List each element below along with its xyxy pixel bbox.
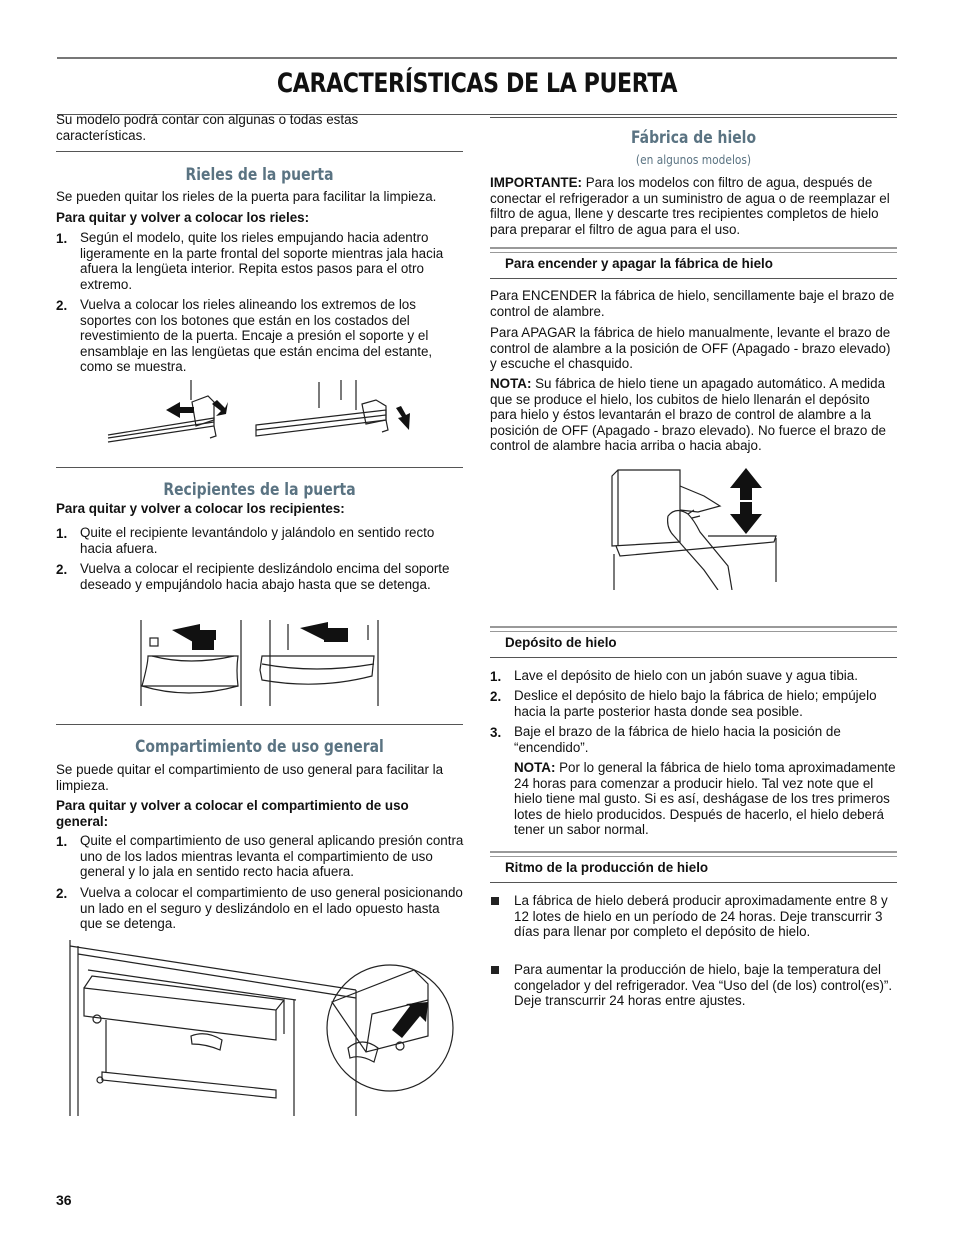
ice-maker-illustration <box>608 466 786 590</box>
door-rail-illustration <box>104 380 434 450</box>
utility-compartment-illustration <box>66 940 458 1118</box>
deposito-nota <box>514 760 899 838</box>
subsection-rule <box>490 278 897 279</box>
step-number: 2. <box>56 562 68 577</box>
encender-p1: Para ENCENDER la fábrica de hielo, sencillamente baje el brazo de control de alambre. <box>490 288 895 319</box>
deposito-heading: Depósito de hielo <box>505 635 617 650</box>
compartimiento-bold: Para quitar y volver a colocar el compartimiento de uso general: <box>56 798 409 829</box>
subsection-rule <box>490 626 897 632</box>
important-label: IMPORTANTE: <box>490 175 582 190</box>
compartimiento-step-2: Vuelva a colocar el compartimiento de uso general posicionando un lado en el seguro y deslizándolo en el lado opuesto hasta que se detenga. <box>80 885 463 932</box>
bullet <box>491 966 499 974</box>
rieles-step-2: Vuelva a colocar los rieles alineando los extremos de los soportes con los botones que están en los costados del revestimiento de la puerta. Encaje a presión el soporte y el ensamblaje en las lengüetas que están encima del estante, como se muestra. <box>80 297 433 375</box>
top-rule <box>57 57 897 59</box>
encender-nota <box>490 376 900 454</box>
nota-label: NOTA: <box>490 376 532 391</box>
compartimiento-text: Se puede quitar el compartimiento de uso general para facilitar la limpieza. <box>56 762 444 793</box>
step-number: 1. <box>56 526 68 541</box>
page-number: 36 <box>56 1192 72 1208</box>
fabrica-important <box>490 175 900 237</box>
deposito-step-3: Baje el brazo de la fábrica de hielo hacia la posición de “encendido”. <box>514 724 841 755</box>
rieles-bold: Para quitar y volver a colocar los rieles: <box>56 210 310 225</box>
intro-text: Su modelo podrá contar con algunas o todas estas características. <box>56 112 359 143</box>
fabrica-heading: Fábrica de hielo <box>630 128 757 148</box>
nota-text: Su fábrica de hielo tiene un apagado automático. A medida que se produce el hielo, los cubitos de hielo llenarán el depósito para hielo y éstos levantarán el brazo de control de alambre a la posición de OFF (Apagado - brazo elevado). No fuerce el brazo de control de alambre hacia arriba o hacia abajo. <box>490 376 886 454</box>
section-rule <box>56 467 463 468</box>
deposito-step-2: Deslice el depósito de hielo bajo la fábrica de hielo; empújelo hacia la parte posterior hasta donde sea posible. <box>514 688 877 719</box>
recipientes-step-2: Vuelva a colocar el recipiente deslizándolo encima del soporte deseado y empujándolo hacia abajo hasta que se detenga. <box>80 561 450 592</box>
step-number: 2. <box>56 298 68 313</box>
important-text: Para los modelos con filtro de agua, después de conectar el refrigerador a un suministro de agua o de reemplazar el filtro de agua, llene y descarte tres recipientes completos de hielo para preparar el filtro de agua para el uso. <box>490 175 890 237</box>
rieles-step-1: Según el modelo, quite los rieles empujando hacia adentro ligeramente en la parte frontal del soporte mientras jala hacia afuera la lengüeta interior. Repita estos pasos para el otro extremo. <box>80 230 444 292</box>
section-rule <box>56 151 463 152</box>
step-number: 3. <box>490 725 502 740</box>
step-number: 2. <box>490 689 502 704</box>
deposito-step-1: Lave el depósito de hielo con un jabón suave y agua tibia. <box>514 668 858 683</box>
subsection-rule <box>490 851 897 857</box>
ritmo-bullet-2: Para aumentar la producción de hielo, baje la temperatura del congelador y del refrigerador. Vea “Uso del (de los) control(es)”. Deje transcurrir 24 horas entre ajustes. <box>514 962 893 1009</box>
recipientes-bold: Para quitar y volver a colocar los recipientes: <box>56 501 345 516</box>
compartimiento-step-1: Quite el compartimiento de uso general aplicando presión contra uno de los lados mientras levanta el compartimiento de uso general y lo jala en sentido recto hacia afuera. <box>80 833 464 880</box>
page-title: CARACTERÍSTICAS DE LA PUERTA <box>276 68 678 99</box>
bullet <box>491 897 499 905</box>
encender-heading: Para encender y apagar la fábrica de hielo <box>505 256 773 271</box>
fabrica-subheading: (en algunos modelos) <box>635 152 752 167</box>
rieles-heading: Rieles de la puerta <box>185 165 334 185</box>
nota-text: Por lo general la fábrica de hielo toma aproximadamente 24 horas para comenzar a producir hielo. Tal vez note que el hielo tiene mal gusto. Si es así, deshágase de los tres primeros lotes de hielo producidos. Después de hacerlo, el hielo deberá tener un sabor normal. <box>514 760 896 838</box>
ritmo-bullet-1: La fábrica de hielo deberá producir aproximadamente entre 8 y 12 lotes de hielo en un período de 24 horas. Deje transcurrir 3 días para llenar por completo el depósito de hielo. <box>514 893 888 940</box>
compartimiento-heading: Compartimiento de uso general <box>135 737 384 757</box>
step-number: 1. <box>490 669 502 684</box>
recipientes-heading: Recipientes de la puerta <box>163 480 356 500</box>
encender-p2: Para APAGAR la fábrica de hielo manualmente, levante el brazo de control de alambre a la posición de OFF (Apagado - brazo elevado) y escuche el chasquido. <box>490 325 891 372</box>
subsection-rule <box>490 882 897 883</box>
nota-label: NOTA: <box>514 760 556 775</box>
step-number: 2. <box>56 886 68 901</box>
section-rule <box>490 117 897 118</box>
subsection-rule <box>490 247 897 253</box>
rieles-text: Se pueden quitar los rieles de la puerta para facilitar la limpieza. <box>56 189 437 204</box>
step-number: 1. <box>56 834 68 849</box>
recipientes-step-1: Quite el recipiente levantándolo y jalándolo en sentido recto hacia afuera. <box>80 525 435 556</box>
section-rule <box>56 724 463 725</box>
ritmo-heading: Ritmo de la producción de hielo <box>505 860 709 875</box>
step-number: 1. <box>56 231 68 246</box>
door-bin-illustration <box>138 620 384 708</box>
subsection-rule <box>490 657 897 658</box>
